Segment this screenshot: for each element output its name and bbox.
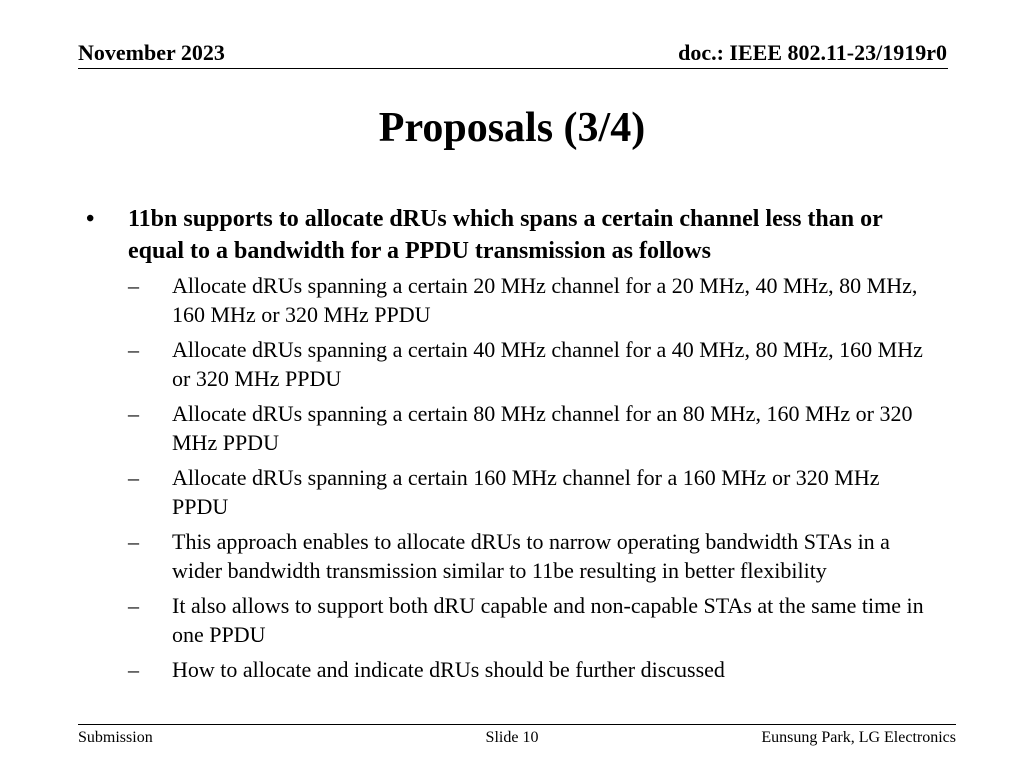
sub-bullet-text: It also allows to support both dRU capable and non-capable STAs at the same time in one PPDU — [172, 593, 924, 647]
sub-bullet-text: Allocate dRUs spanning a certain 80 MHz channel for an 80 MHz, 160 MHz or 320 MHz PPDU — [172, 401, 913, 455]
sub-bullet — [84, 527, 944, 585]
sub-bullet-list — [84, 271, 944, 684]
sub-bullet — [84, 655, 944, 684]
sub-bullet — [84, 335, 944, 393]
bullet-marker: • — [86, 206, 95, 232]
header-doc-id: doc.: IEEE 802.11-23/1919r0 — [678, 40, 947, 65]
dash-marker: – — [128, 337, 139, 362]
main-bullet — [84, 203, 944, 267]
slide-title: Proposals (3/4) — [378, 105, 646, 151]
dash-marker: – — [128, 593, 139, 618]
sub-bullet-text: Allocate dRUs spanning a certain 160 MHz channel for a 160 MHz or 320 MHz PPDU — [172, 465, 880, 519]
footer-divider — [78, 724, 956, 725]
main-bullet-text: 11bn supports to allocate dRUs which spans a certain channel less than or equal to a bandwidth for a PPDU transmission as follows — [128, 206, 883, 264]
header-date: November 2023 — [78, 40, 225, 65]
sub-bullet-text: Allocate dRUs spanning a certain 40 MHz channel for a 40 MHz, 80 MHz, 160 MHz or 320 MHz PPDU — [172, 337, 923, 391]
footer-author: Eunsung Park, LG Electronics — [761, 729, 956, 746]
header-divider — [78, 68, 948, 69]
dash-marker: – — [128, 529, 139, 554]
sub-bullet — [84, 271, 944, 329]
sub-bullet-text: How to allocate and indicate dRUs should be further discussed — [172, 657, 725, 682]
slide-body — [84, 203, 944, 690]
dash-marker: – — [128, 657, 139, 682]
dash-marker: – — [128, 273, 139, 298]
sub-bullet-text: Allocate dRUs spanning a certain 20 MHz channel for a 20 MHz, 40 MHz, 80 MHz, 160 MHz or 320 MHz PPDU — [172, 273, 918, 327]
dash-marker: – — [128, 465, 139, 490]
sub-bullet — [84, 463, 944, 521]
footer-slide-number: Slide 10 — [485, 729, 539, 746]
sub-bullet — [84, 399, 944, 457]
dash-marker: – — [128, 401, 139, 426]
footer-submission: Submission — [78, 729, 153, 746]
sub-bullet — [84, 591, 944, 649]
sub-bullet-text: This approach enables to allocate dRUs to narrow operating bandwidth STAs in a wider bandwidth transmission similar to 11be resulting in better flexibility — [172, 529, 890, 583]
